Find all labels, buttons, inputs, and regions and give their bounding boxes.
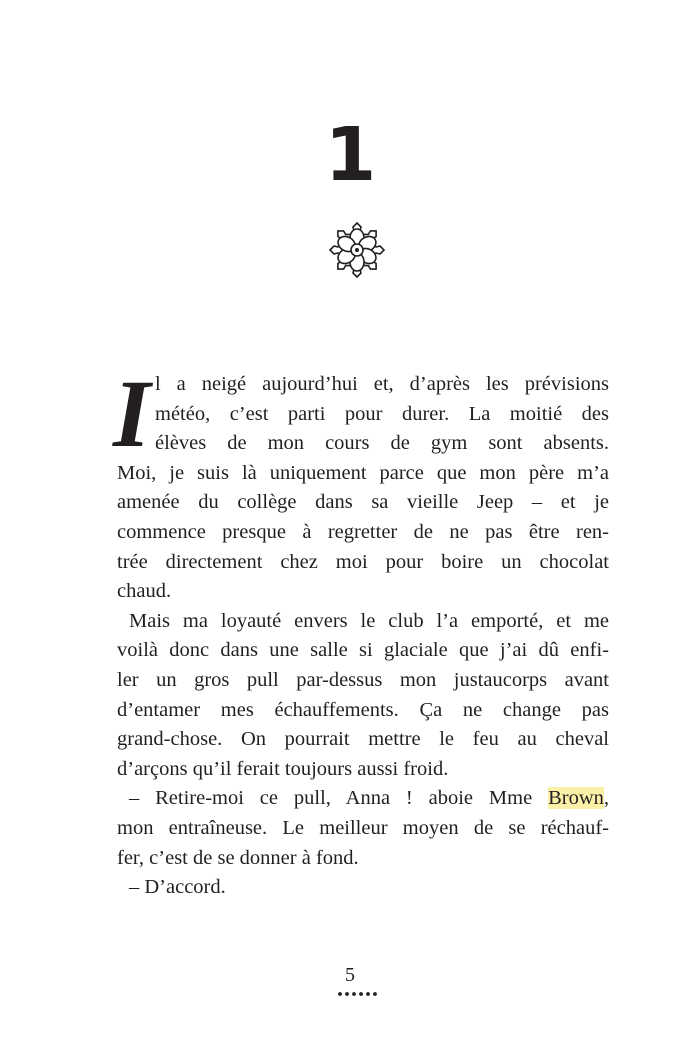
text-line: l a neigé aujourd’hui et, d’après les prévisions <box>155 373 609 395</box>
paragraph-2 <box>117 607 609 785</box>
text-line: grand-chose. On pourrait mettre le feu au cheval <box>117 728 609 751</box>
highlighted-word: Brown <box>548 787 604 810</box>
text-line: Mais ma loyauté envers le club l’a emporté, et me <box>129 609 609 632</box>
text-line: ler un gros pull par-dessus mon justaucorps avant <box>117 668 609 691</box>
paragraph-1 <box>113 360 609 607</box>
text-line: – Retire-moi ce pull, Anna ! aboie Mme Brown, <box>129 787 609 810</box>
text-line: d’arçons qu’il ferait toujours aussi froid. <box>117 757 449 780</box>
paragraph-3 <box>117 784 609 873</box>
text-line: météo, c’est parti pour durer. La moitié des <box>155 402 609 425</box>
text-line: Moi, je suis là uniquement parce que mon père m’a <box>117 461 609 484</box>
text-line: fer, c’est de se donner à fond. <box>117 846 359 869</box>
text-line: voilà donc dans une salle si glaciale que j’ai dû enfi- <box>117 639 609 662</box>
text-line: – D’accord. <box>129 876 226 899</box>
flower-ornament-icon <box>327 220 387 280</box>
text-line: mon entraîneuse. Le meilleur moyen de se réchauf- <box>117 816 609 839</box>
text-line: trée directement chez moi pour boire un chocolat <box>117 550 609 573</box>
chapter-text <box>113 360 609 903</box>
chapter-number: 1 <box>324 112 376 198</box>
text-line: élèves de mon cours de gym sont absents. <box>155 432 609 455</box>
text-line: chaud. <box>117 580 172 603</box>
paragraph-4 <box>117 873 609 903</box>
text-line: commence presque à regretter de ne pas être ren- <box>117 520 609 543</box>
text-line: amenée du collège dans sa vieille Jeep – et je <box>117 491 609 514</box>
text-line: d’entamer mes échauffements. Ça ne change pas <box>117 698 609 721</box>
drop-cap: I <box>113 360 151 467</box>
page-number: 5 <box>345 964 355 986</box>
page-dots-ornament <box>336 990 380 998</box>
